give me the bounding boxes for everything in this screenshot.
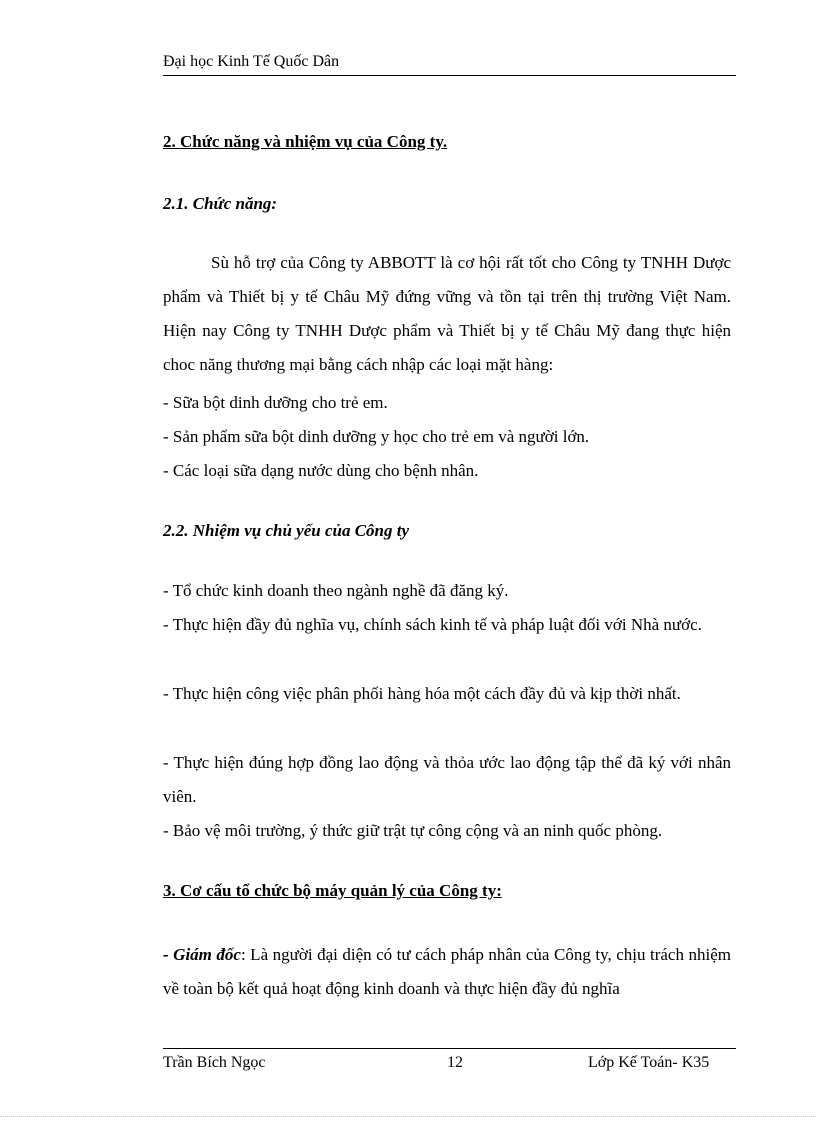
function-item-1: - Sữa bột dinh dưỡng cho trẻ em. — [163, 393, 388, 412]
footer-page-number: 12 — [447, 1054, 463, 1071]
duty-item-5: - Bảo vệ môi trường, ý thức giữ trật tự công cộng và an ninh quốc phòng. — [163, 821, 663, 840]
director-paragraph — [163, 938, 731, 1006]
function-item-2: - Sản phẩm sữa bột dinh dưỡng y học cho trẻ em và người lớn. — [163, 427, 590, 446]
section-2-heading: 2. Chức năng và nhiệm vụ của Công ty. — [163, 132, 448, 151]
duty-item-1: - Tổ chức kinh doanh theo ngành nghề đã đăng ký. — [163, 581, 509, 600]
duty-item-2: - Thực hiện đầy đủ nghĩa vụ, chính sách kinh tế và pháp luật đối với Nhà nước. — [163, 615, 702, 634]
page-bottom-dotted-border — [0, 1116, 816, 1117]
duty-item-3: - Thực hiện công việc phân phối hàng hóa một cách đầy đủ và kịp thời nhất. — [163, 684, 681, 703]
section-2-1-paragraph — [163, 246, 731, 382]
director-label: - Giám đốc — [163, 945, 241, 964]
function-item-3: - Các loại sữa dạng nước dùng cho bệnh nhân. — [163, 461, 479, 480]
footer-rule — [163, 1048, 736, 1049]
section-2-1-paragraph-text: Sù hỗ trợ của Công ty ABBOTT là cơ hội rất tốt cho Công ty TNHH Dược phẩm và Thiết bị y tế Châu Mỹ đứng vững và tồn tại trên thị trường Việt Nam. Hiện nay Công ty TNHH Dược phẩm và Thiết bị y tế Châu Mỹ đang thực hiện choc năng thương mại bằng cách nhập các loại mặt hàng: — [163, 253, 731, 374]
section-3-heading: 3. Cơ cấu tổ chức bộ máy quản lý của Công ty: — [163, 881, 502, 900]
duty-item-4: - Thực hiện đúng hợp đồng lao động và thỏa ước lao động tập thể đã ký với nhân viên. — [163, 753, 731, 806]
footer-author: Trần Bích Ngọc — [163, 1054, 266, 1071]
header-rule — [163, 75, 736, 76]
section-2-1-heading: 2.1. Chức năng: — [163, 194, 278, 213]
header-title: Đại học Kinh Tế Quốc Dân — [163, 53, 340, 70]
footer-class: Lớp Kế Toán- K35 — [588, 1054, 710, 1071]
section-2-2-heading: 2.2. Nhiệm vụ chủ yếu của Công ty — [163, 521, 410, 540]
director-text: : Là người đại diện có tư cách pháp nhân của Công ty, chịu trách nhiệm về toàn bộ kết quả hoạt động kinh doanh và thực hiện đầy đủ nghĩa — [163, 945, 731, 998]
